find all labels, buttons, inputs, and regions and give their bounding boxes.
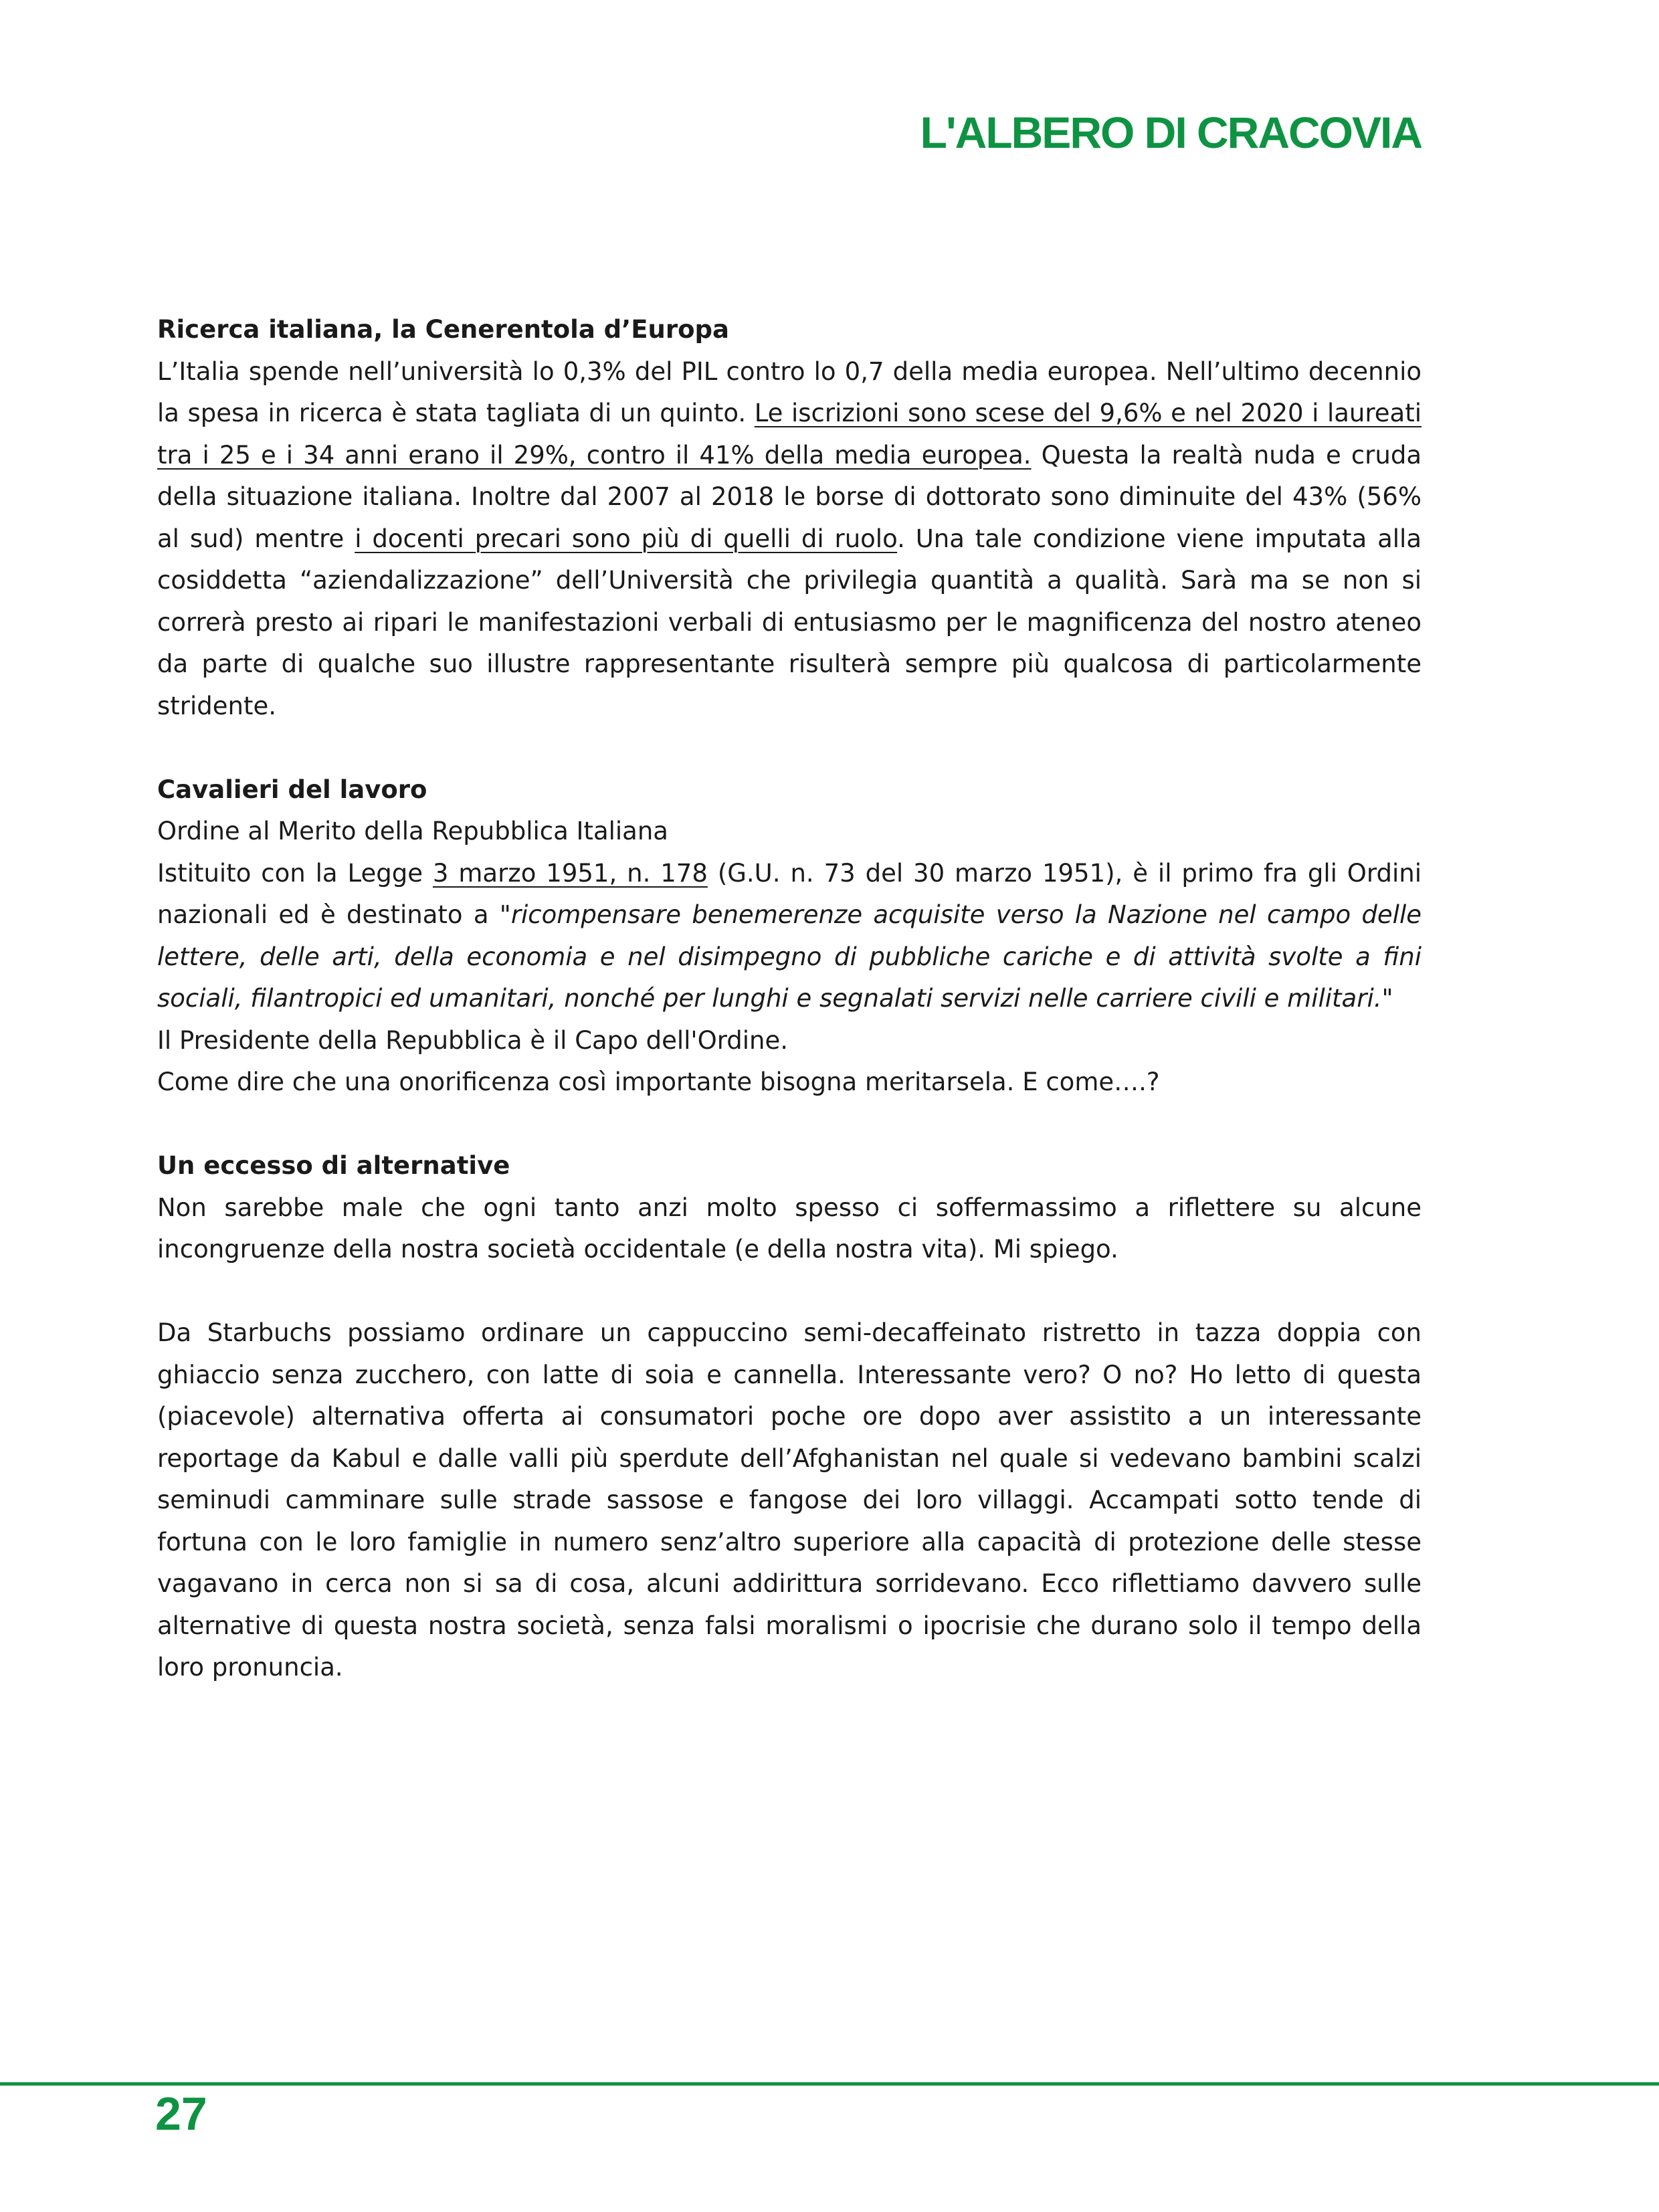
text-run: . Una tale condizione viene imputata alla cosiddetta “aziendalizzazione” dell’Università che privilegia quantità a qualità. Sarà ma se non si correrà presto ai ripari le manifestazioni verbali di entusiasmo per le magnificenza del nostro ateneo da parte di qualche suo illustre rappresentante risulterà sempre più qualcosa di particolarmente stridente. xyxy=(157,524,1422,720)
paragraph xyxy=(157,351,1422,728)
section-heading: Un eccesso di alternative xyxy=(157,1151,510,1180)
paragraph: Non sarebbe male che ogni tanto anzi molto spesso ci soffermassimo a riflettere su alcune incongruenze della nostra società occidentale (e della nostra vita). Mi spiego. xyxy=(157,1193,1422,1264)
underlined-text: i docenti precari sono più di quelli di ruolo xyxy=(355,524,898,553)
paragraph: Come dire che una onorificenza così importante bisogna meritarsela. E come….? xyxy=(157,1068,1160,1096)
text-run: L’Italia spende nell’università lo 0,3% del PIL contro lo 0,7 della media europea. Nell’ultimo decennio la spesa in ricerca è stata tagliata di un quinto. xyxy=(157,357,1422,427)
paragraph: Il Presidente della Repubblica è il Capo dell'Ordine. xyxy=(157,1025,789,1055)
text-run: Istituito con la Legge xyxy=(157,858,433,888)
paragraph: Da Starbuchs possiamo ordinare un cappuccino semi-decaffeinato ristretto in tazza doppia con ghiaccio senza zucchero, con latte di soia e cannella. Interessante vero? O no? Ho letto di questa (piacevole) alternativa offerta ai consumatori poche ore dopo aver assistito a un interessante reportage da Kabul e dalle valli più sperdute dell’Afghanistan nel quale si vedevano bambini scalzi seminudi camminare sulle strade sassose e fangose dei loro villaggi. Accampati sotto tende di fortuna con le loro famiglie in numero senz’altro superiore alla capacità di protezione delle stesse vagavano in cerca non si sa di cosa, alcuni addirittura sorridevano. Ecco riflettiamo davvero sulle alternative di questa nostra società, senza falsi moralismi o ipocrisie che durano solo il tempo della loro pronuncia. xyxy=(157,1318,1422,1682)
law-link[interactable]: 3 marzo 1951, n. 178 xyxy=(432,858,708,888)
italic-quote: "ricompensare benemerenze acquisite verso la Nazione nel campo delle lettere, delle arti, della economia e nel disimpegno di pubbliche cariche e di attività svolte a fini sociali, filantropici ed umanitari, nonché per lunghi e segnalati servizi nelle carriere civili e militari. xyxy=(157,900,1422,1013)
underlined-text: Le iscrizioni sono scese del 9,6% e nel 2020 i laureati tra i 25 e i 34 anni erano il 29%, contro il 41% della media europea. xyxy=(157,399,1422,470)
spacer xyxy=(157,1104,1422,1146)
page-number: 27 xyxy=(155,2088,207,2140)
spacer xyxy=(157,1271,1422,1313)
footer-divider xyxy=(0,2082,1659,2086)
section-ricerca xyxy=(157,309,1422,727)
text-run: " xyxy=(1381,984,1393,1013)
paragraph: Ordine al Merito della Repubblica Italiana xyxy=(157,817,668,845)
section-heading: Cavalieri del lavoro xyxy=(157,775,427,804)
section-heading: Ricerca italiana, la Cenerentola d’Europa xyxy=(157,315,729,344)
article-body xyxy=(157,309,1422,1689)
spacer xyxy=(157,727,1422,769)
page-header-title: L'ALBERO DI CRACOVIA xyxy=(920,108,1422,157)
text-run: Questa la realtà nuda e cruda della situazione italiana. Inoltre dal 2007 al 2018 le borse di dottorato sono diminuite del 43% (56% al sud) mentre xyxy=(157,440,1422,553)
section-alternative xyxy=(157,1145,1422,1689)
paragraph xyxy=(157,853,1422,1020)
section-cavalieri xyxy=(157,769,1422,1104)
text-run: (G.U. n. 73 del 30 marzo 1951), è il primo fra gli Ordini nazionali ed è destinato a xyxy=(157,858,1422,929)
